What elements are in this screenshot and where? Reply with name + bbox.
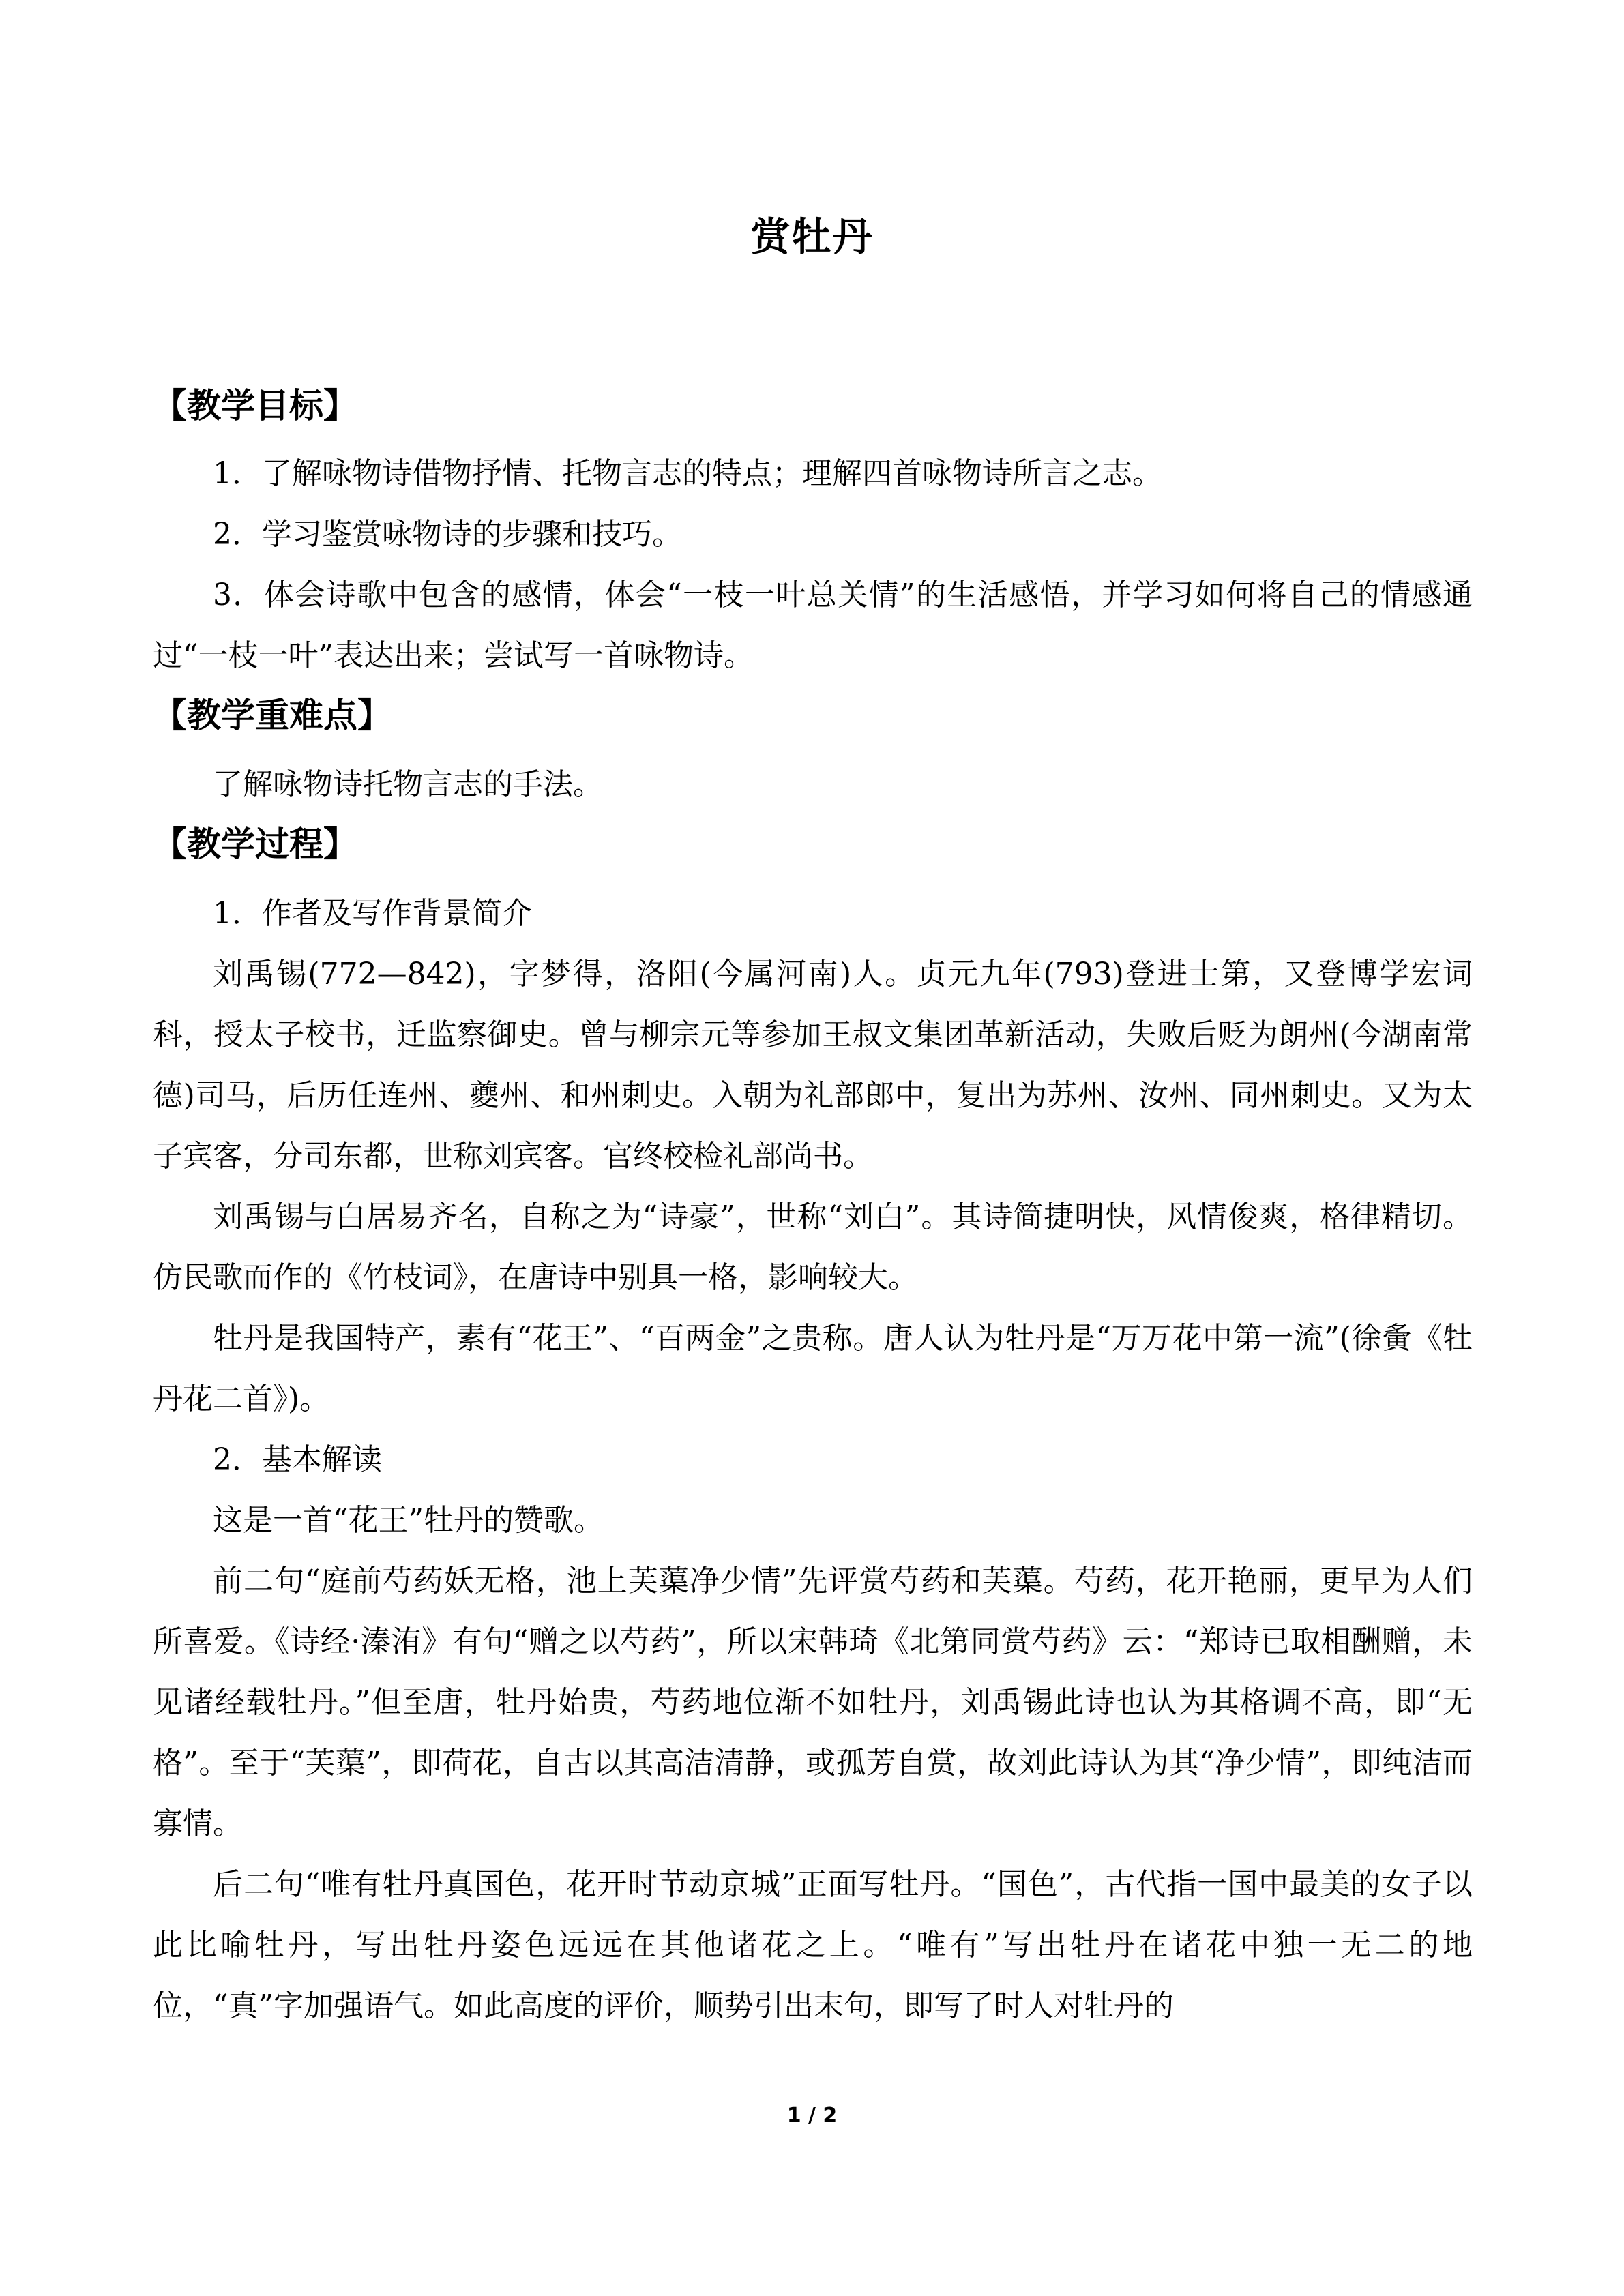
paragraph: 后二句“唯有牡丹真国色，花开时节动京城”正面写牡丹。“国色”，古代指一国中最美的女子以此比喻牡丹，写出牡丹姿色远远在其他诸花之上。“唯有”写出牡丹在诸花中独一无二的地位，“真”字加强语气。如此高度的评价，顺势引出末句，即写了时人对牡丹的 — [153, 1867, 1473, 2023]
paragraph: 刘禹锡(772—842)，字梦得，洛阳(今属河南)人。贞元九年(793)登进士第，又登博学宏词科，授太子校书，迁监察御史。曾与柳宗元等参加王叔文集团革新活动，失败后贬为朗州(今湖南常德)司马，后历任连州、夔州、和州刺史。入朝为礼部郎中，复出为苏州、汝州、同州刺史。又为太子宾客，分司东都，世称刘宾客。官终校检礼部尚书。 — [153, 957, 1473, 1174]
section-heading-process: 【教学过程】 — [153, 824, 357, 864]
paragraph: 1．作者及写作背景简介 — [213, 896, 532, 931]
paragraph: 了解咏物诗托物言志的手法。 — [213, 767, 603, 802]
section-heading-objectives: 【教学目标】 — [153, 386, 357, 426]
paragraph: 2．基本解读 — [213, 1442, 382, 1477]
page-title: 赏牡丹 — [750, 213, 874, 260]
paragraph: 牡丹是我国特产，素有“花王”、“百两金”之贵称。唐人认为牡丹是“万万花中第一流”(徐夤《牡丹花二首》)。 — [153, 1321, 1473, 1416]
paragraph: 3．体会诗歌中包含的感情，体会“一枝一叶总关情”的生活感悟，并学习如何将自己的情感通过“一枝一叶”表达出来；尝试写一首咏物诗。 — [153, 578, 1473, 673]
paragraph: 刘禹锡与白居易齐名，自称之为“诗豪”，世称“刘白”。其诗简捷明快，风情俊爽，格律精切。仿民歌而作的《竹枝词》，在唐诗中别具一格，影响较大。 — [153, 1199, 1473, 1295]
section-heading-key-points: 【教学重难点】 — [153, 696, 392, 735]
page-number: 1 / 2 — [786, 2104, 838, 2128]
paragraph: 这是一首“花王”牡丹的赞歌。 — [213, 1503, 604, 1538]
paragraph: 1．了解咏物诗借物抒情、托物言志的特点；理解四首咏物诗所言之志。 — [213, 456, 1162, 491]
paragraph: 前二句“庭前芍药妖无格，池上芙蕖净少情”先评赏芍药和芙蕖。芍药，花开艳丽，更早为人们所喜爱。《诗经·溱洧》有句“赠之以芍药”，所以宋韩琦《北第同赏芍药》云：“郑诗已取相酬赠，未见诸经载牡丹。”但至唐，牡丹始贵，芍药地位渐不如牡丹，刘禹锡此诗也认为其格调不高，即“无格”。至于“芙蕖”，即荷花，自古以其高洁清静，或孤芳自赏，故刘此诗认为其“净少情”，即纯洁而寡情。 — [153, 1564, 1473, 1841]
paragraph: 2．学习鉴赏咏物诗的步骤和技巧。 — [213, 517, 682, 552]
document-body — [153, 382, 1473, 2036]
